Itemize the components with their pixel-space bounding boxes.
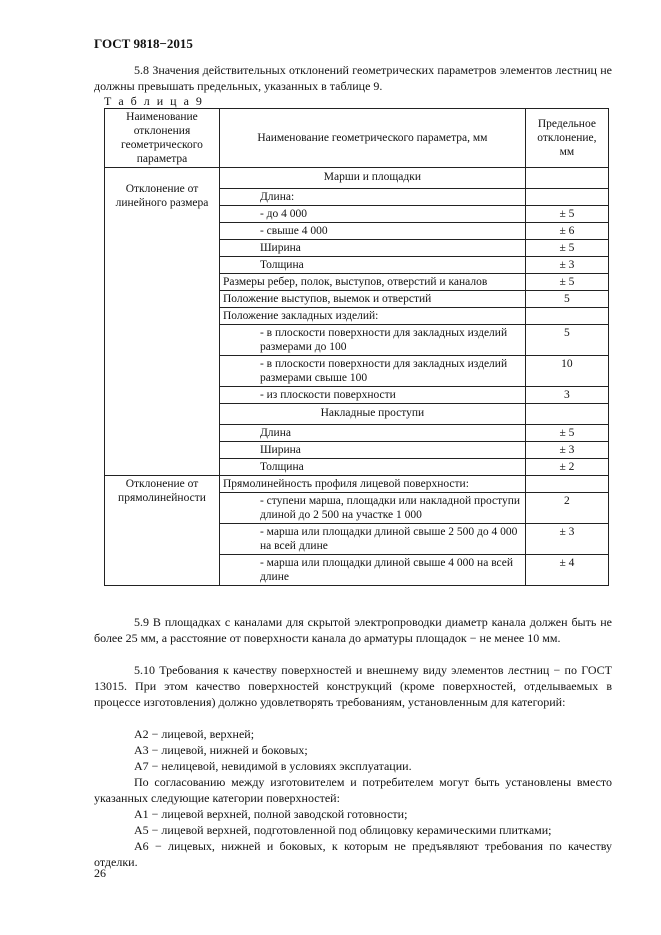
group-label-linear: Отклонение от линейного размера xyxy=(105,168,220,476)
param-cell: Ширина xyxy=(219,442,525,459)
table-row xyxy=(105,476,609,493)
value-cell: ± 5 xyxy=(525,425,608,442)
group-label-straightness: Отклонение от прямолинейности xyxy=(105,476,220,586)
value-cell: 10 xyxy=(525,356,608,387)
page-header: ГОСТ 9818−2015 xyxy=(94,36,193,51)
table-caption: Т а б л и ц а 9 xyxy=(104,94,204,108)
value-cell: ± 3 xyxy=(525,524,608,555)
value-cell: 5 xyxy=(525,325,608,356)
header-col2: Наименование геометрического параметра, мм xyxy=(219,109,525,168)
param-cell: Положение закладных изделий: xyxy=(219,308,525,325)
tolerance-table xyxy=(104,108,609,586)
value-cell: ± 3 xyxy=(525,442,608,459)
list-item: А1 − лицевой верхней, полной заводской готовности; xyxy=(134,807,408,821)
param-cell: Толщина xyxy=(219,459,525,476)
value-cell: ± 6 xyxy=(525,223,608,240)
param-cell: - в плоскости поверхности для закладных изделий размерами свыше 100 xyxy=(219,356,525,387)
param-cell: - марша или площадки длиной свыше 2 500 до 4 000 на всей длине xyxy=(219,524,525,555)
param-cell: Прямолинейность профиля лицевой поверхности: xyxy=(219,476,525,493)
table-body xyxy=(105,168,609,586)
category-list-2 xyxy=(94,806,612,870)
paragraph-5-9-text: 5.9 В площадках с каналами для скрытой электропроводки диаметр канала должен быть не более 25 мм, а расстояние от поверхности канала до арматуры площадок − не менее 10 мм. xyxy=(94,615,612,645)
value-cell: 3 xyxy=(525,387,608,404)
list-item xyxy=(94,838,612,870)
list-item: А2 − лицевой, верхней; xyxy=(134,727,255,741)
page-number: 26 xyxy=(94,866,106,880)
list-item: А3 − лицевой, нижней и боковых; xyxy=(134,743,308,757)
value-cell: ± 2 xyxy=(525,459,608,476)
value-cell: 5 xyxy=(525,291,608,308)
value-cell: 2 xyxy=(525,493,608,524)
value-cell: ± 4 xyxy=(525,555,608,586)
paragraph-5-8 xyxy=(94,62,612,94)
param-cell: - марша или площадки длиной свыше 4 000 на всей длине xyxy=(219,555,525,586)
value-cell xyxy=(525,189,608,206)
table-row xyxy=(105,168,609,189)
paragraph-5-10 xyxy=(94,662,612,710)
paragraph-5-10-text: 5.10 Требования к качеству поверхностей и внешнему виду элементов лестниц − по ГОСТ 13015. При этом качество поверхностей конструкций (кроме поверхностей, отделываемых в процессе изготовления) должно удовлетворять требованиям, установленным для категорий: xyxy=(94,663,612,709)
section-title-flights: Марши и площадки xyxy=(219,168,525,189)
param-cell: - ступени марша, площадки или накладной проступи длиной до 2 500 на участке 1 000 xyxy=(219,493,525,524)
list-item: А5 − лицевой верхней, подготовленной под облицовку керамическими плитками; xyxy=(134,823,552,837)
value-cell xyxy=(525,476,608,493)
param-cell: Положение выступов, выемок и отверстий xyxy=(219,291,525,308)
paragraph-agreement xyxy=(94,774,612,806)
header-col3: Предельное отклонение, мм xyxy=(525,109,608,168)
table-cell-empty xyxy=(525,168,608,189)
header-col1: Наименование отклонения геометрического параметра xyxy=(105,109,220,168)
param-cell: Длина: xyxy=(219,189,525,206)
value-cell xyxy=(525,308,608,325)
value-cell: ± 5 xyxy=(525,274,608,291)
paragraph-5-8-text: 5.8 Значения действительных отклонений геометрических параметров элементов лестниц не должны превышать предельных, указанных в таблице 9. xyxy=(94,63,612,93)
param-cell: - из плоскости поверхности xyxy=(219,387,525,404)
param-cell: - в плоскости поверхности для закладных изделий размерами до 100 xyxy=(219,325,525,356)
table-cell-empty xyxy=(525,404,608,425)
param-cell: Длина xyxy=(219,425,525,442)
list-item: А7 − нелицевой, невидимой в условиях эксплуатации. xyxy=(134,759,412,773)
param-cell: Толщина xyxy=(219,257,525,274)
param-cell: - свыше 4 000 xyxy=(219,223,525,240)
list-item-text: А6 − лицевых, нижней и боковых, к которым не предъявляют требования по качеству отделки. xyxy=(94,839,612,869)
table-header-row xyxy=(105,109,609,168)
param-cell: - до 4 000 xyxy=(219,206,525,223)
section-title-treads: Накладные проступи xyxy=(219,404,525,425)
value-cell: ± 5 xyxy=(525,206,608,223)
category-list-1 xyxy=(94,726,612,774)
paragraph-agreement-text: По согласованию между изготовителем и потребителем могут быть установлены вместо указанных следующие категории поверхностей: xyxy=(94,775,612,805)
value-cell: ± 3 xyxy=(525,257,608,274)
paragraph-5-9 xyxy=(94,614,612,646)
param-cell: Ширина xyxy=(219,240,525,257)
param-cell: Размеры ребер, полок, выступов, отверстий и каналов xyxy=(219,274,525,291)
value-cell: ± 5 xyxy=(525,240,608,257)
